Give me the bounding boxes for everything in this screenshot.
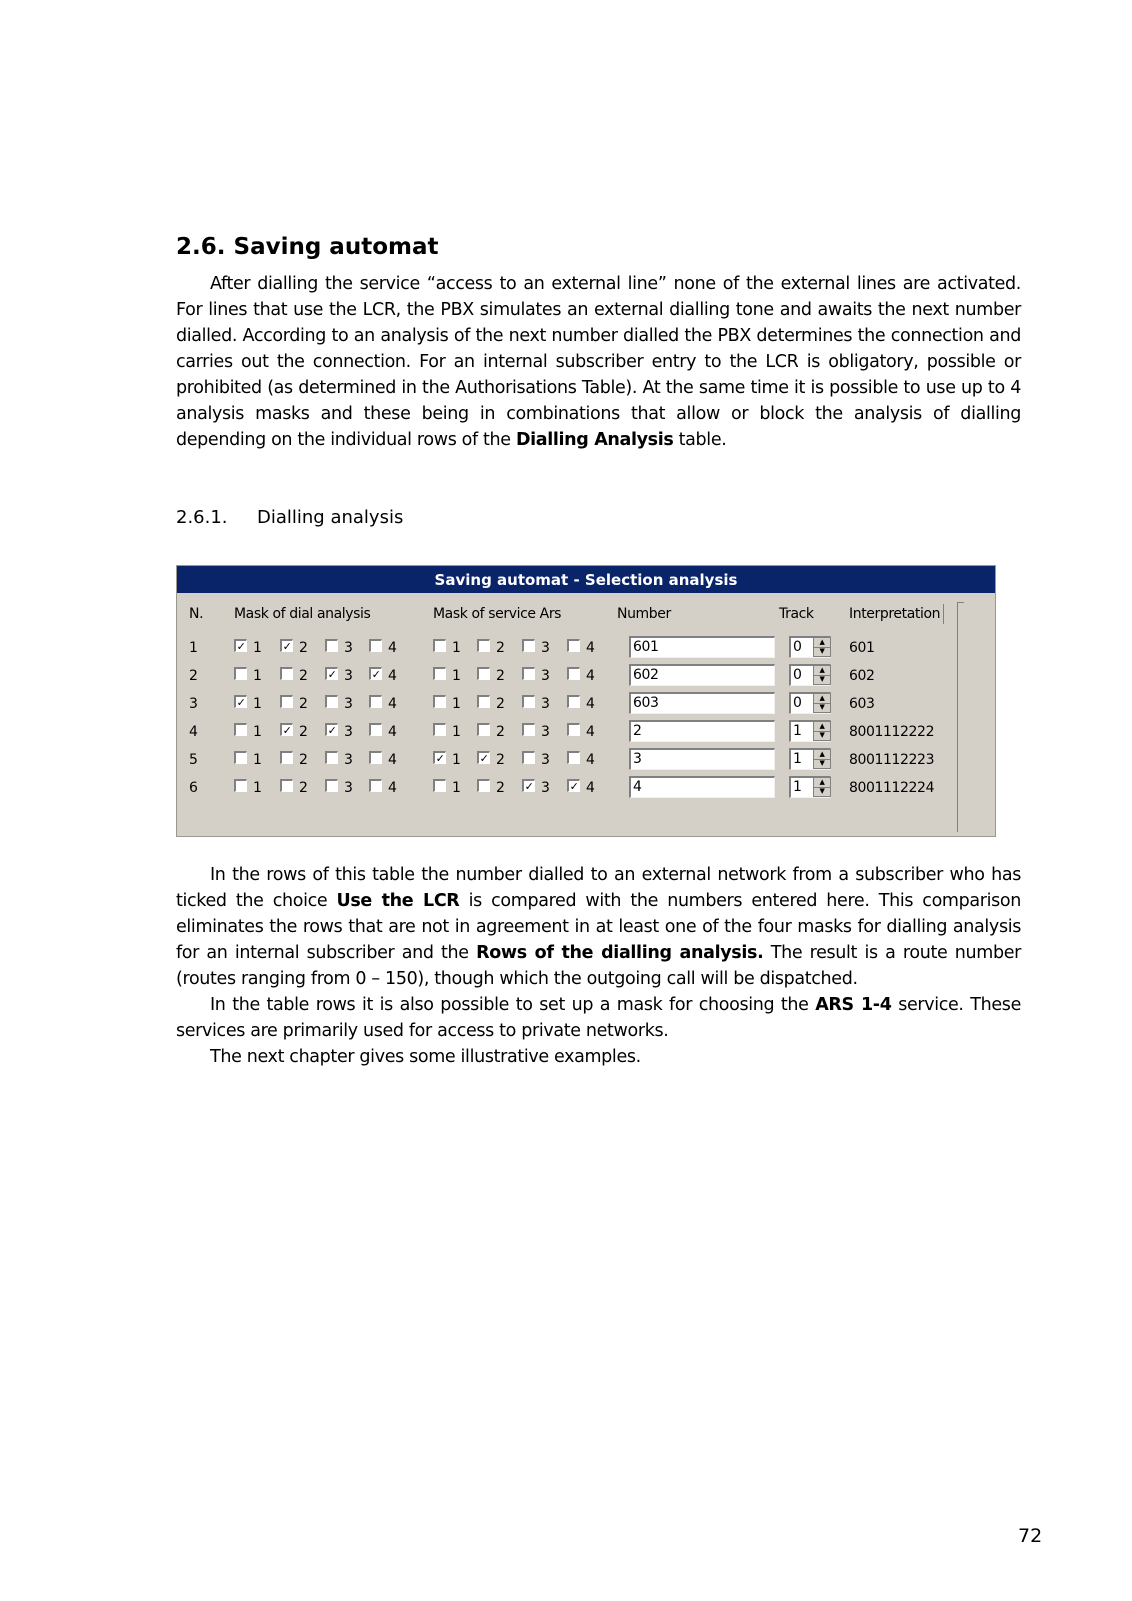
row-number: 5 [189,752,198,768]
row-number: 3 [189,696,198,712]
section-heading [176,234,438,260]
service-mask-checkbox-unchecked[interactable] [433,779,446,792]
dial-mask-checkbox-checked[interactable]: ✓ [369,667,382,680]
checkbox-label: 3 [541,668,550,684]
dial-mask-checkbox-unchecked[interactable] [369,723,382,736]
row-number: 4 [189,724,198,740]
spin-down-arrow-icon[interactable]: ▼ [819,703,825,712]
table-row [177,634,995,662]
header-interpretation: Interpretation [849,604,944,624]
number-input[interactable]: 602 [629,664,775,686]
service-mask-checkbox-checked[interactable]: ✓ [522,779,535,792]
checkbox-label: 4 [586,752,595,768]
text-run: is compared with the numbers entered here. This comparison eliminates the rows that are not in agreement in at least one of the four masks for dialling analysis for an internal subscriber and the [176,891,1021,963]
service-mask-checkbox-unchecked[interactable] [522,723,535,736]
checkbox-label: 4 [388,752,397,768]
checkbox-label: 4 [586,780,595,796]
dial-mask-checkbox-unchecked[interactable] [369,695,382,708]
spin-down-arrow-icon[interactable]: ▼ [819,787,825,796]
checkbox-label: 1 [253,668,262,684]
checkbox-label: 3 [541,640,550,656]
header-mask-dial: Mask of dial analysis [234,606,371,622]
checkbox-label: 1 [253,752,262,768]
service-mask-checkbox-unchecked[interactable] [522,695,535,708]
spin-up-arrow-icon[interactable]: ▲ [814,694,830,704]
checkbox-label: 1 [253,780,262,796]
table-row [177,718,995,746]
checkbox-label: 4 [388,696,397,712]
checkbox-label: 3 [541,780,550,796]
explanation-text [176,862,1021,1070]
service-mask-checkbox-checked[interactable]: ✓ [567,779,580,792]
row-number: 6 [189,780,198,796]
checkbox-label: 3 [344,752,353,768]
checkbox-label: 3 [541,752,550,768]
text-run: In the table rows it is also possible to set up a mask for choosing the [210,995,816,1015]
service-mask-checkbox-unchecked[interactable] [433,723,446,736]
dial-mask-checkbox-unchecked[interactable] [369,639,382,652]
service-mask-checkbox-unchecked[interactable] [433,667,446,680]
checkbox-label: 3 [344,696,353,712]
section-number: 2.6. [176,234,226,260]
dial-mask-checkbox-unchecked[interactable] [325,751,338,764]
track-spinner[interactable] [813,693,831,713]
checkbox-label: 1 [253,640,262,656]
spin-up-arrow-icon[interactable]: ▲ [814,750,830,760]
checkbox-label: 2 [496,696,505,712]
page-number: 72 [1018,1525,1043,1547]
header-mask-service: Mask of service Ars [433,606,562,622]
dial-mask-checkbox-unchecked[interactable] [280,695,293,708]
checkbox-label: 4 [388,724,397,740]
service-mask-checkbox-unchecked[interactable] [477,779,490,792]
checkbox-label: 1 [452,696,461,712]
table-row [177,662,995,690]
service-mask-checkbox-unchecked[interactable] [567,695,580,708]
checkbox-label: 4 [586,696,595,712]
number-input[interactable]: 2 [629,720,775,742]
service-mask-checkbox-checked[interactable]: ✓ [477,751,490,764]
checkbox-label: 2 [496,752,505,768]
spin-down-arrow-icon[interactable]: ▼ [819,731,825,740]
checkbox-label: 2 [496,724,505,740]
dial-mask-checkbox-unchecked[interactable] [369,779,382,792]
row-number: 1 [189,640,198,656]
service-mask-checkbox-unchecked[interactable] [433,639,446,652]
dial-mask-checkbox-checked[interactable]: ✓ [280,723,293,736]
bold-run: Use the LCR [336,891,460,911]
interpretation-value: 603 [849,696,875,712]
track-input[interactable]: 0 [789,692,831,714]
header-number: Number [617,606,671,622]
checkbox-label: 1 [452,724,461,740]
spin-up-arrow-icon[interactable]: ▲ [814,638,830,648]
service-mask-checkbox-unchecked[interactable] [433,695,446,708]
dial-mask-checkbox-unchecked[interactable] [369,751,382,764]
service-mask-checkbox-checked[interactable]: ✓ [433,751,446,764]
explanation-paragraph-3: The next chapter gives some illustrative examples. [210,1047,641,1067]
track-spinner[interactable] [813,721,831,741]
explanation-paragraph-1 [176,862,1021,992]
checkbox-label: 2 [496,668,505,684]
track-input[interactable]: 1 [789,720,831,742]
spin-down-arrow-icon[interactable]: ▼ [819,675,825,684]
checkbox-label: 1 [452,668,461,684]
dial-mask-checkbox-unchecked[interactable] [234,723,247,736]
interpretation-value: 601 [849,640,875,656]
track-input[interactable]: 0 [789,664,831,686]
service-mask-checkbox-unchecked[interactable] [522,751,535,764]
spin-up-arrow-icon[interactable]: ▲ [814,666,830,676]
number-input[interactable]: 4 [629,776,775,798]
subsection-heading [176,507,403,528]
checkbox-label: 4 [586,640,595,656]
dial-mask-checkbox-unchecked[interactable] [280,779,293,792]
dial-mask-checkbox-unchecked[interactable] [325,639,338,652]
checkbox-label: 3 [344,780,353,796]
checkbox-label: 1 [452,780,461,796]
dial-mask-checkbox-checked[interactable]: ✓ [325,723,338,736]
checkbox-label: 3 [541,724,550,740]
header-track: Track [779,606,814,622]
subsection-title: Dialling analysis [257,507,404,528]
service-mask-checkbox-unchecked[interactable] [477,639,490,652]
track-spinner[interactable] [813,777,831,797]
table-row [177,774,995,802]
checkbox-label: 3 [541,696,550,712]
dial-mask-checkbox-unchecked[interactable] [234,751,247,764]
checkbox-label: 2 [299,724,308,740]
dial-mask-checkbox-unchecked[interactable] [280,667,293,680]
dial-mask-checkbox-unchecked[interactable] [234,779,247,792]
checkbox-label: 4 [586,668,595,684]
service-mask-checkbox-unchecked[interactable] [567,723,580,736]
section-title: Saving automat [233,234,439,260]
track-input[interactable]: 0 [789,636,831,658]
interpretation-value: 602 [849,668,875,684]
checkbox-label: 1 [452,640,461,656]
dial-mask-checkbox-unchecked[interactable] [325,779,338,792]
selection-analysis-window [176,565,996,837]
checkbox-label: 2 [299,780,308,796]
spin-down-arrow-icon[interactable]: ▼ [819,759,825,768]
track-spinner[interactable] [813,749,831,769]
checkbox-label: 3 [344,668,353,684]
text-run: In the rows of this table the number dialled to an external network from a subscriber who has ticked the choice [176,865,1021,911]
bold-run: ARS 1-4 [815,995,892,1015]
bold-run: Rows of the dialling analysis. [476,943,764,963]
checkbox-label: 2 [299,668,308,684]
checkbox-label: 1 [452,752,461,768]
interpretation-value: 8001112222 [849,724,935,740]
checkbox-label: 2 [299,752,308,768]
spin-down-arrow-icon[interactable]: ▼ [819,647,825,656]
track-input[interactable]: 1 [789,748,831,770]
dial-mask-checkbox-unchecked[interactable] [280,751,293,764]
checkbox-label: 2 [299,696,308,712]
window-title: Saving automat - Selection analysis [177,566,995,593]
service-mask-checkbox-unchecked[interactable] [477,723,490,736]
checkbox-label: 4 [388,780,397,796]
explanation-paragraph-2 [176,992,1021,1044]
interpretation-value: 8001112224 [849,780,935,796]
checkbox-label: 2 [496,780,505,796]
checkbox-label: 1 [253,724,262,740]
checkbox-label: 3 [344,724,353,740]
table-row [177,690,995,718]
checkbox-label: 1 [253,696,262,712]
dial-mask-checkbox-checked[interactable]: ✓ [280,639,293,652]
text-run: The result is a route number (routes ranging from 0 – 150), though which the outgoing call will be dispatched. [176,943,1021,989]
service-mask-checkbox-unchecked[interactable] [477,667,490,680]
table-row [177,746,995,774]
checkbox-label: 2 [496,640,505,656]
subsection-number: 2.6.1. [176,507,228,528]
track-input[interactable]: 1 [789,776,831,798]
dial-mask-checkbox-checked[interactable]: ✓ [234,695,247,708]
number-input[interactable]: 3 [629,748,775,770]
intro-paragraph [176,271,1021,453]
service-mask-checkbox-unchecked[interactable] [567,667,580,680]
service-mask-checkbox-unchecked[interactable] [567,639,580,652]
intro-tail: table. [673,430,727,450]
track-spinner[interactable] [813,637,831,657]
dial-mask-checkbox-unchecked[interactable] [325,695,338,708]
service-mask-checkbox-unchecked[interactable] [522,667,535,680]
dial-mask-checkbox-checked[interactable]: ✓ [325,667,338,680]
checkbox-label: 4 [388,640,397,656]
track-spinner[interactable] [813,665,831,685]
number-input[interactable]: 603 [629,692,775,714]
dial-mask-checkbox-checked[interactable]: ✓ [234,639,247,652]
service-mask-checkbox-unchecked[interactable] [477,695,490,708]
checkbox-label: 4 [388,668,397,684]
intro-text: After dialling the service “access to an external line” none of the external lines are activated. For lines that use the LCR, the PBX simulates an external dialling tone and awaits the next number dialled. According to an analysis of the next number dialled the PBX determines the connection and carries out the connection. For an internal subscriber entry to the LCR is obligatory, possible or prohibited (as determined in the Authorisations Table). At the same time it is possible to use up to 4 analysis masks and these being in combinations that allow or block the analysis of dialling depending on the individual rows of the [176,274,1021,450]
dial-mask-checkbox-unchecked[interactable] [234,667,247,680]
service-mask-checkbox-unchecked[interactable] [567,751,580,764]
service-mask-checkbox-unchecked[interactable] [522,639,535,652]
intro-bold: Dialling Analysis [515,430,674,450]
text-run: service. These services are primarily used for access to private networks. [176,995,1021,1041]
checkbox-label: 2 [299,640,308,656]
table-header [177,604,995,626]
interpretation-value: 8001112223 [849,752,935,768]
spin-up-arrow-icon[interactable]: ▲ [814,778,830,788]
spin-up-arrow-icon[interactable]: ▲ [814,722,830,732]
row-number: 2 [189,668,198,684]
header-n: N. [189,606,204,622]
number-input[interactable]: 601 [629,636,775,658]
checkbox-label: 3 [344,640,353,656]
checkbox-label: 4 [586,724,595,740]
